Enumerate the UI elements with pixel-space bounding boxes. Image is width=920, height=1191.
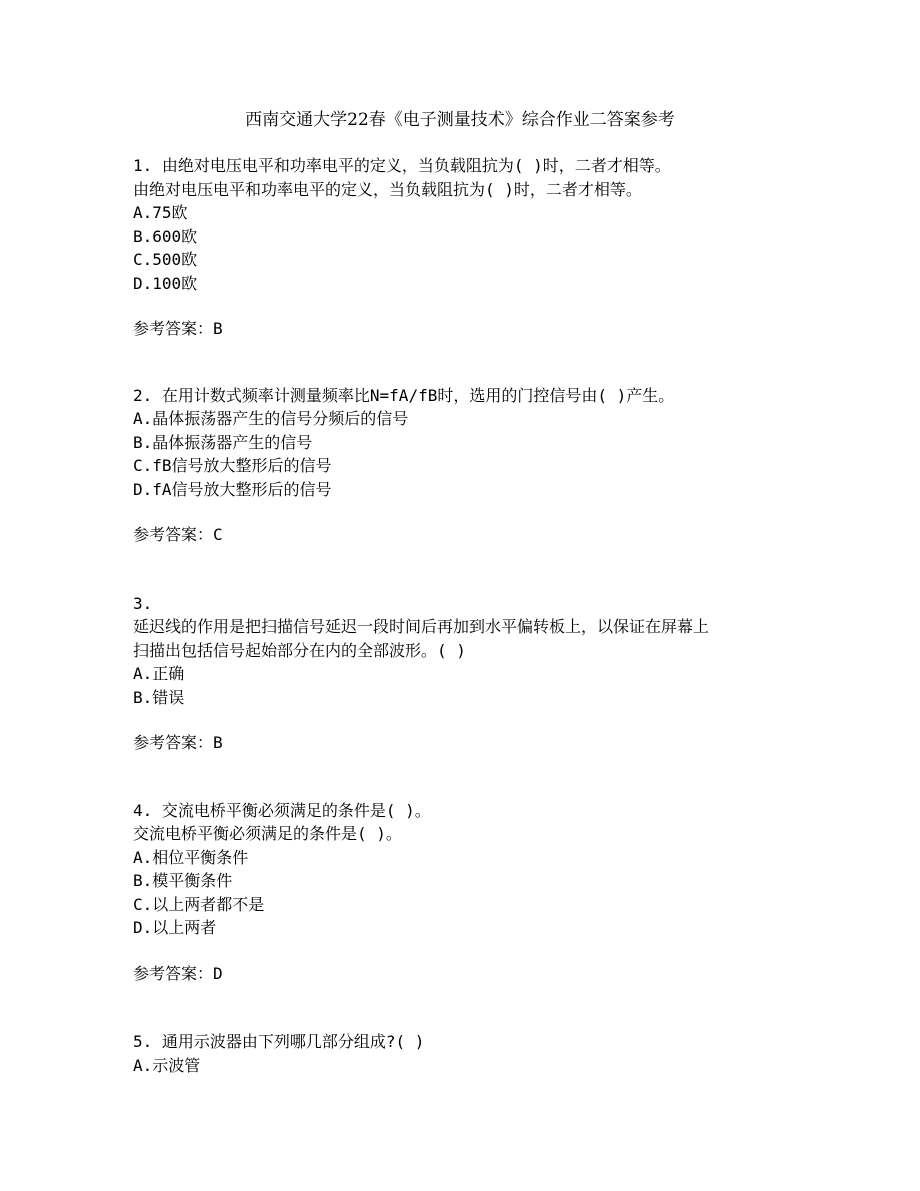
question-1 [133, 154, 833, 341]
reference-answer [133, 523, 833, 547]
option-b: B.错误 [133, 687, 185, 707]
answer-value: C [213, 525, 223, 544]
question-spacer [133, 985, 833, 1030]
question-header-text: 交流电桥平衡必须满足的条件是( )。 [161, 800, 431, 820]
reference-answer [133, 962, 833, 986]
option-b: B.模平衡条件 [133, 871, 233, 890]
page-title: 西南交通大学22春《电子测量技术》综合作业二答案参考 [245, 110, 675, 130]
answer-label: 参考答案： [133, 733, 214, 752]
answer-label: 参考答案： [133, 963, 214, 983]
question-5 [133, 1030, 833, 1077]
answer-label: 参考答案： [133, 319, 214, 338]
question-spacer [133, 755, 833, 799]
answer-value: B [213, 319, 223, 338]
question-number: 4. [133, 800, 153, 820]
question-header [133, 592, 833, 616]
question-number: 1. [133, 156, 153, 175]
question-3 [133, 592, 833, 755]
question-stem: 交流电桥平衡必须满足的条件是( )。 [133, 824, 402, 843]
option-a: A.正确 [133, 664, 185, 683]
option-a: A.75欧 [133, 203, 188, 222]
question-header [133, 154, 833, 178]
question-spacer [133, 341, 833, 384]
option-d: D.fA信号放大整形后的信号 [133, 479, 332, 499]
question-spacer [133, 547, 833, 592]
question-number: 5. [133, 1032, 153, 1051]
option-a: A.相位平衡条件 [133, 847, 249, 867]
answer-label: 参考答案： [133, 525, 214, 544]
reference-answer [133, 731, 833, 755]
option-b: B.晶体振荡器产生的信号 [133, 432, 313, 452]
question-stem-continued: 扫描出包括信号起始部分在内的全部波形。( ) [133, 640, 466, 660]
question-2 [133, 384, 833, 547]
question-header [133, 799, 833, 823]
option-c: C.500欧 [133, 250, 198, 269]
question-header-text: 通用示波器由下列哪几部分组成?( ) [161, 1032, 425, 1051]
question-4 [133, 799, 833, 986]
question-header-text: 由绝对电压电平和功率电平的定义，当负载阻抗为( )时，二者才相等。 [161, 156, 671, 175]
question-number: 3. [133, 593, 153, 613]
option-c: C.以上两者都不是 [133, 894, 265, 914]
answer-value: B [213, 733, 223, 752]
question-stem: 由绝对电压电平和功率电平的定义，当负载阻抗为( )时，二者才相等。 [133, 179, 642, 199]
option-c: C.fB信号放大整形后的信号 [133, 456, 332, 475]
question-header [133, 1030, 833, 1054]
option-a: A.示波管 [133, 1055, 201, 1075]
question-number: 2. [133, 385, 153, 405]
option-d: D.100欧 [133, 273, 198, 293]
reference-answer [133, 317, 833, 341]
question-header [133, 384, 833, 408]
answer-value: D [213, 963, 223, 983]
option-b: B.600欧 [133, 226, 198, 246]
option-a: A.晶体振荡器产生的信号分频后的信号 [133, 409, 409, 428]
document-body [133, 154, 833, 1077]
question-stem: 延迟线的作用是把扫描信号延迟一段时间后再加到水平偏转板上，以保证在屏幕上 [133, 617, 710, 636]
option-d: D.以上两者 [133, 918, 217, 937]
question-header-text: 在用计数式频率计测量频率比N=fA/fB时，选用的门控信号由( )产生。 [161, 385, 675, 405]
